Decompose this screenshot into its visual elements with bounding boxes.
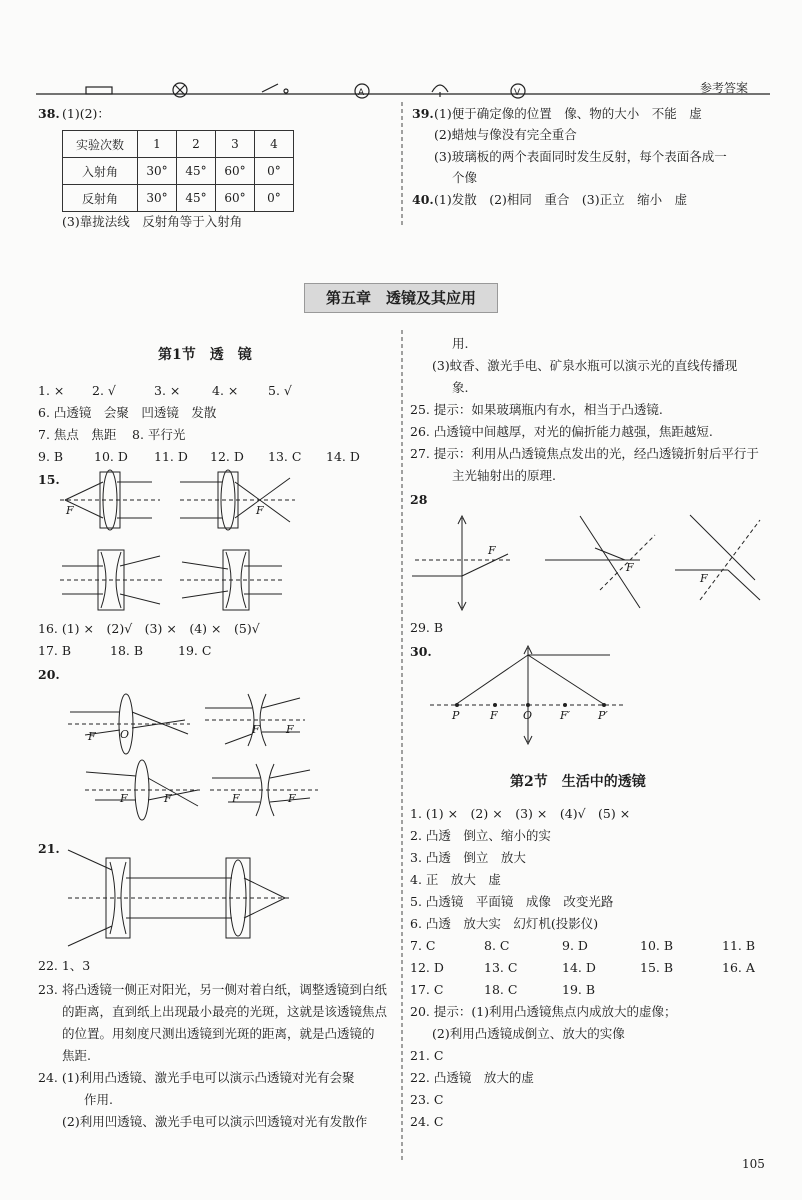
answer-27-line1: 27. 提示：利用从凸透镜焦点发出的光，经凸透镜折射后平行于: [410, 446, 759, 461]
answer-s2-3: 3. 凸透 倒立 放大: [410, 850, 526, 865]
focus-label: F: [286, 723, 294, 736]
answer-3: 3. ×: [154, 383, 181, 398]
point-label: P′: [598, 709, 608, 722]
focus-label: F: [164, 792, 172, 805]
answer-23-line4: 焦距.: [62, 1048, 91, 1063]
answer-9: 9. B: [38, 449, 64, 464]
answer-7: 7. 焦点 焦距: [38, 427, 117, 442]
answer-s2-16: 16. A: [722, 960, 755, 975]
q38-note: (3)靠拢法线 反射角等于入射角: [62, 214, 243, 229]
answer-29: 29. B: [410, 620, 444, 635]
answer-4: 4. ×: [212, 383, 239, 398]
table-cell: 0°: [255, 158, 294, 185]
answer-s2-23: 23. C: [410, 1092, 444, 1107]
q38-number: 38.: [38, 106, 60, 121]
answer-s2-1: 1. (1) × (2) × (3) × (4)√ (5) ×: [410, 806, 631, 821]
focus-label: F′: [560, 709, 571, 722]
answer-s2-5: 5. 凸透镜 平面镜 成像 改变光路: [410, 894, 614, 909]
answer-s2-17: 17. C: [410, 982, 444, 997]
answer-30-label: 30.: [410, 644, 432, 659]
table-cell: 1: [138, 131, 177, 158]
answer-s2-20-line2: (2)利用凸透镜成倒立、放大的实像: [432, 1026, 625, 1041]
answer-s2-15: 15. B: [640, 960, 674, 975]
table-cell: 0°: [255, 185, 294, 212]
answer-s2-18: 18. C: [484, 982, 518, 997]
q40-number: 40.: [412, 192, 434, 207]
svg-text:V: V: [514, 88, 521, 98]
answer-s2-2: 2. 凸透 倒立、缩小的实: [410, 828, 551, 843]
table-cell: 45°: [177, 158, 216, 185]
center-label: O: [120, 728, 130, 741]
answer-1: 1. ×: [38, 383, 65, 398]
table-cell: 60°: [216, 185, 255, 212]
answer-s2-4: 4. 正 放大 虚: [410, 872, 501, 887]
q40-text: (1)发散 (2)相同 重合 (3)正立 缩小 虚: [434, 192, 688, 207]
focus-label: F: [700, 572, 708, 585]
answer-17: 17. B: [38, 643, 72, 658]
answer-s2-12: 12. D: [410, 960, 444, 975]
page-number: 105: [742, 1157, 765, 1171]
answer-s2-14: 14. D: [562, 960, 596, 975]
answer-s2-20-line1: 20. 提示：(1)利用凸透镜焦点内成放大的虚像；: [410, 1004, 677, 1019]
answer-12: 12. D: [210, 449, 244, 464]
svg-text:A: A: [358, 88, 365, 98]
section1-title: 第1节 透 镜: [158, 347, 252, 363]
q39-line2: (2)蜡烛与像没有完全重合: [434, 127, 577, 142]
table-cell: 入射角: [63, 158, 138, 185]
table-cell: 3: [216, 131, 255, 158]
table-cell: 反射角: [63, 185, 138, 212]
answer-24-line2: 作用.: [84, 1092, 113, 1107]
answer-18: 18. B: [110, 643, 144, 658]
answer-24-line5: (3)蚊香、激光手电、矿泉水瓶可以演示光的直线传播现: [432, 358, 738, 373]
focus-label: F: [288, 792, 296, 805]
focus-label: F: [488, 544, 496, 557]
q38-intro: (1)(2)：: [62, 106, 110, 121]
answer-s2-8: 8. C: [484, 938, 510, 953]
answer-23-line2: 的距离，直到纸上出现最小最亮的光斑，这就是该透镜焦点: [62, 1004, 388, 1019]
focus-label: F: [120, 792, 128, 805]
q39-line4: 个像: [452, 170, 478, 185]
answer-24-line6: 象.: [452, 380, 469, 395]
answer-21-label: 21.: [38, 841, 60, 856]
table-cell: 实验次数: [63, 131, 138, 158]
answer-23-line1: 23. 将凸透镜一侧正对阳光，另一侧对着白纸，调整透镜到白纸: [38, 982, 387, 997]
answer-23-line3: 的位置。用刻度尺测出透镜到光斑的距离，就是凸透镜的: [62, 1026, 375, 1041]
answer-s2-22: 22. 凸透镜 放大的虚: [410, 1070, 534, 1085]
answer-13: 13. C: [268, 449, 302, 464]
table-cell: 4: [255, 131, 294, 158]
answer-8: 8. 平行光: [132, 427, 186, 442]
table-cell: 45°: [177, 185, 216, 212]
focus-label: F: [88, 730, 96, 743]
answer-24-line4: 用.: [452, 336, 469, 351]
focus-label: F: [490, 709, 498, 722]
answer-s2-9: 9. D: [562, 938, 588, 953]
answer-10: 10. D: [94, 449, 128, 464]
answers-label: 参考答案: [700, 81, 749, 95]
answer-26: 26. 凸透镜中间越厚，对光的偏折能力越强，焦距越短.: [410, 424, 713, 439]
answer-5: 5. √: [268, 383, 292, 398]
chapter-title: 第五章 透镜及其应用: [304, 283, 498, 313]
focus-label: F: [66, 504, 74, 517]
answer-6: 6. 凸透镜 会聚 凹透镜 发散: [38, 405, 217, 420]
q39-line1: (1)便于确定像的位置 像、物的大小 不能 虚: [434, 106, 702, 121]
center-label: O: [523, 709, 533, 722]
table-cell: 30°: [138, 185, 177, 212]
section2-title: 第2节 生活中的透镜: [510, 774, 646, 790]
answer-24-line1: 24. (1)利用凸透镜、激光手电可以演示凸透镜对光有会聚: [38, 1070, 355, 1085]
answer-s2-13: 13. C: [484, 960, 518, 975]
focus-label: F: [626, 561, 634, 574]
answer-20-label: 20.: [38, 667, 60, 682]
focus-label: F: [256, 504, 264, 517]
answer-24-line3: (2)利用凹透镜、激光手电可以演示凹透镜对光有发散作: [62, 1114, 368, 1129]
point-label: P: [452, 709, 460, 722]
answer-19: 19. C: [178, 643, 212, 658]
table-cell: 30°: [138, 158, 177, 185]
answer-s2-11: 11. B: [722, 938, 756, 953]
answer-s2-19: 19. B: [562, 982, 596, 997]
answer-22: 22. 1、3: [38, 958, 91, 973]
answer-s2-24: 24. C: [410, 1114, 444, 1129]
table-cell: 60°: [216, 158, 255, 185]
answer-11: 11. D: [154, 449, 188, 464]
answer-s2-21: 21. C: [410, 1048, 444, 1063]
answer-2: 2. √: [92, 383, 116, 398]
table-cell: 2: [177, 131, 216, 158]
focus-label: F: [252, 723, 260, 736]
q39-line3: (3)玻璃板的两个表面同时发生反射，每个表面各成一: [434, 149, 727, 164]
answer-s2-10: 10. B: [640, 938, 674, 953]
answer-s2-6: 6. 凸透 放大实 幻灯机(投影仪): [410, 916, 599, 931]
answer-16: 16. (1) × (2)√ (3) × (4) × (5)√: [38, 621, 260, 636]
focus-label: F: [232, 792, 240, 805]
answer-28-label: 28: [410, 492, 428, 507]
answer-14: 14. D: [326, 449, 360, 464]
answer-27-line2: 主光轴射出的原理.: [452, 468, 556, 483]
answer-s2-7: 7. C: [410, 938, 436, 953]
answer-15-label: 15.: [38, 472, 60, 487]
q39-number: 39.: [412, 106, 434, 121]
answer-25: 25. 提示：如果玻璃瓶内有水，相当于凸透镜.: [410, 402, 663, 417]
